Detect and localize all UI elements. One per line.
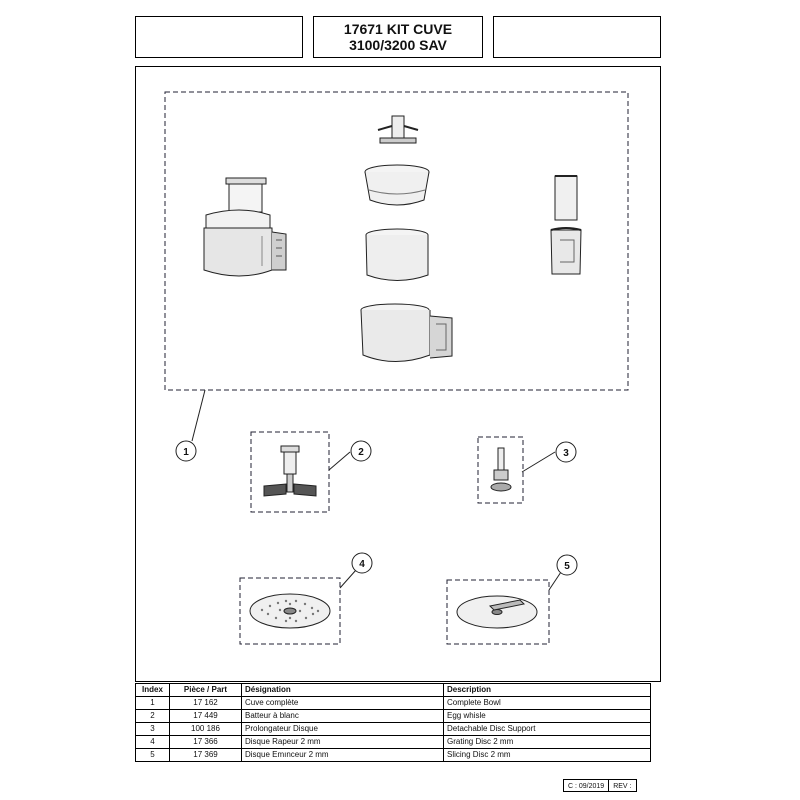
parts-table: [135, 683, 651, 762]
callout-4-number: 4: [359, 559, 365, 570]
callout-1-leader: [192, 390, 205, 441]
table-row: [136, 710, 651, 723]
callout-1: [176, 441, 196, 461]
row-description: Grating Disc 2 mm: [444, 736, 651, 749]
callout-4-leader: [340, 570, 356, 588]
callout-5-leader: [549, 572, 561, 590]
row-designation: Disque Emınceur 2 mm: [242, 749, 444, 762]
callout-3: [556, 442, 576, 462]
row-part: 100 186: [170, 723, 242, 736]
callout-2: [351, 441, 371, 461]
inner-bowl-drawing: [366, 229, 428, 281]
table-row: [136, 723, 651, 736]
header-part: Pièce / Part: [170, 684, 242, 697]
callout-2-number: 2: [358, 447, 364, 458]
row-designation: Prolongateur Disque: [242, 723, 444, 736]
callout-5: [557, 555, 577, 575]
revision-date: C : 09/2019: [568, 783, 605, 790]
table-row: [136, 697, 651, 710]
revision-footer: [563, 779, 637, 792]
table-row: [136, 736, 651, 749]
callout-3-leader: [522, 452, 555, 472]
feed-tube-pusher-drawing: [551, 176, 581, 274]
complete-bowl-assembly-drawing: [204, 178, 286, 276]
header-description: Description: [444, 684, 651, 697]
row-part: 17 366: [170, 736, 242, 749]
header-index: Index: [136, 684, 170, 697]
row-designation: Disque Rapeur 2 mm: [242, 736, 444, 749]
callout-4: [352, 553, 372, 573]
grating-disc-drawing: [250, 594, 330, 628]
row-index: 4: [136, 736, 170, 749]
title-line-2: 3100/3200 SAV: [349, 37, 447, 53]
row-index: 5: [136, 749, 170, 762]
title-line-1: 17671 KIT CUVE: [343, 21, 453, 37]
row-index: 2: [136, 710, 170, 723]
row-description: Egg whisle: [444, 710, 651, 723]
disc-support-drawing: [491, 448, 511, 491]
callout-5-number: 5: [564, 561, 570, 572]
blade-drawing: [378, 116, 418, 143]
row-part: 17 369: [170, 749, 242, 762]
slicing-disc-drawing: [457, 596, 537, 628]
row-index: 3: [136, 723, 170, 736]
revision-label: REV :: [608, 780, 635, 791]
row-part: 17 162: [170, 697, 242, 710]
row-part: 17 449: [170, 710, 242, 723]
row-designation: Batteur à blanc: [242, 710, 444, 723]
row-designation: Cuve complète: [242, 697, 444, 710]
table-header-row: [136, 684, 651, 697]
outer-bowl-drawing: [361, 304, 452, 362]
egg-whisk-drawing: [264, 446, 316, 496]
table-row: [136, 749, 651, 762]
row-index: 1: [136, 697, 170, 710]
header-designation: Désignation: [242, 684, 444, 697]
lid-ring-drawing: [365, 165, 429, 205]
callout-2-leader: [329, 452, 350, 470]
row-description: Slicing Disc 2 mm: [444, 749, 651, 762]
callout-3-number: 3: [563, 448, 569, 459]
row-description: Complete Bowl: [444, 697, 651, 710]
callout-1-number: 1: [183, 447, 189, 458]
row-description: Detachable Disc Support: [444, 723, 651, 736]
